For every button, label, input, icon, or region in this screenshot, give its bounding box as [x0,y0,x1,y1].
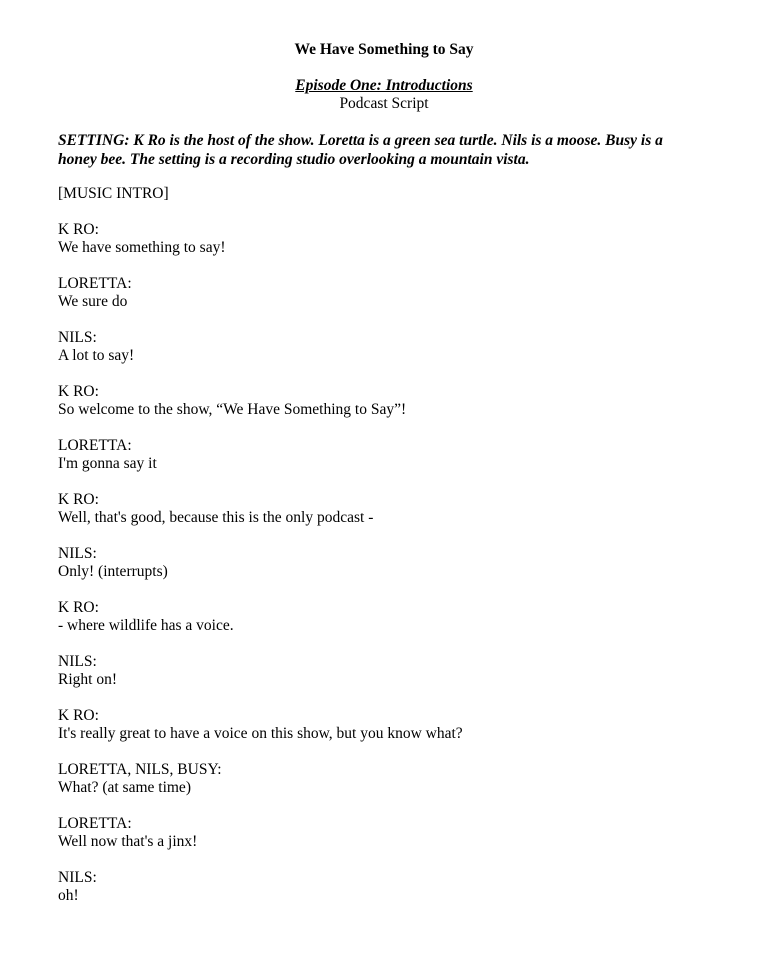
speaker-name: NILS: [58,869,97,886]
speaker-name: LORETTA: [58,815,132,832]
dialogue-line [58,545,718,599]
document-title: We Have Something to Say [294,41,474,58]
dialogue-line [58,653,718,707]
speaker-name: NILS: [58,329,97,346]
speaker-name: K RO: [58,221,99,238]
dialogue-text: It's really great to have a voice on this show, but you know what? [58,725,463,742]
dialogue-text: So welcome to the show, “We Have Something to Say”! [58,401,407,418]
music-cue: [MUSIC INTRO] [58,185,169,202]
speaker-name: LORETTA, NILS, BUSY: [58,761,222,778]
speaker-name: NILS: [58,545,97,562]
dialogue-text: oh! [58,887,79,904]
dialogue-list [58,221,718,923]
dialogue-text: A lot to say! [58,347,135,364]
dialogue-text: What? (at same time) [58,779,191,796]
speaker-name: NILS: [58,653,97,670]
setting-description: SETTING: K Ro is the host of the show. Loretta is a green sea turtle. Nils is a moose. Busy is a honey bee. The setting is a recording studio overlooking a mountain vista. [58,132,663,168]
dialogue-line [58,815,718,869]
dialogue-line [58,599,718,653]
dialogue-line [58,329,718,383]
dialogue-line [58,221,718,275]
dialogue-text: We have something to say! [58,239,226,256]
dialogue-line [58,761,718,815]
dialogue-line [58,383,718,437]
document-subtitle: Podcast Script [339,95,429,112]
dialogue-text: Well now that's a jinx! [58,833,198,850]
speaker-name: K RO: [58,491,99,508]
dialogue-text: Well, that's good, because this is the only podcast - [58,509,374,526]
dialogue-text: Only! (interrupts) [58,563,168,580]
dialogue-text: Right on! [58,671,117,688]
speaker-name: K RO: [58,707,99,724]
episode-title: Episode One: Introductions [295,77,473,94]
speaker-name: LORETTA: [58,437,132,454]
dialogue-line [58,437,718,491]
speaker-name: K RO: [58,599,99,616]
dialogue-line [58,275,718,329]
dialogue-line [58,869,718,923]
speaker-name: LORETTA: [58,275,132,292]
dialogue-text: We sure do [58,293,128,310]
speaker-name: K RO: [58,383,99,400]
dialogue-text: - where wildlife has a voice. [58,617,234,634]
dialogue-text: I'm gonna say it [58,455,157,472]
dialogue-line [58,707,718,761]
dialogue-line [58,491,718,545]
